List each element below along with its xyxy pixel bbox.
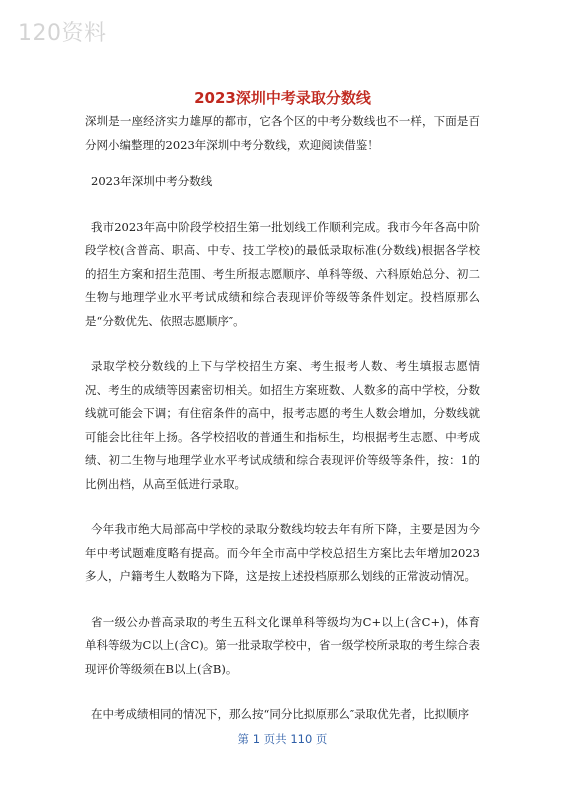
body-paragraph: 今年我市绝大局部高中学校的录取分数线均较去年有所下降，主要是因为今年中考试题难度略有提高。而今年全市高中学校总招生方案比去年增加2023多人，户籍考生人数略为下降，这是按上述投档原那么划线的正常波动情况。 bbox=[85, 522, 480, 583]
intro-paragraph: 深圳是一座经济实力雄厚的都市，它各个区的中考分数线也不一样，下面是百分网小编整理的2023年深圳中考分数线，欢迎阅读借鉴！ bbox=[85, 114, 480, 152]
page-number: 第 1 页共 110 页 bbox=[237, 732, 328, 746]
body-paragraph: 录取学校分数线的上下与学校招生方案、考生报考人数、考生填报志愿情况、考生的成绩等因素密切相关。如招生方案班数、人数多的高中学校，分数线就可能会下调；有住宿条件的高中，报考志愿的考生人数会增加，分数线就可能会比往年上扬。各学校招收的普通生和指标生，均根据考生志愿、中考成绩、初二生物与地理学业水平考试成绩和综合表现评价等级等条件，按：1的比例出档，从高至低进行录取。 bbox=[85, 359, 480, 491]
body-paragraph: 我市2023年高中阶段学校招生第一批划线工作顺利完成。我市今年各高中阶段学校(含普高、职高、中专、技工学校)的最低录取标准(分数线)根据各学校的招生方案和招生范围、考生所报志愿顺序、单科等级、六科原始总分、初二生物与地理学业水平考试成绩和综合表现评价等级等条件划定。投档原那么是“分数优先、依照志愿顺序″。 bbox=[85, 219, 480, 328]
document-body bbox=[85, 110, 480, 749]
section-heading: 2023年深圳中考分数线 bbox=[91, 174, 213, 188]
watermark-logo: 120资料 bbox=[18, 21, 107, 46]
body-paragraph: 省一级公办普高录取的考生五科文化课单科等级均为C+以上(含C+)，体育单科等级为C以上(含C)。第一批录取学校中，省一级学校所录取的考生综合表现评价等级须在B以上(含B)。 bbox=[85, 614, 480, 676]
body-paragraph: 在中考成绩相同的情况下，那么按“同分比拟原那么″录取优先者，比拟顺序 bbox=[91, 707, 470, 721]
document-title: 2023深圳中考录取分数线 bbox=[194, 89, 371, 107]
